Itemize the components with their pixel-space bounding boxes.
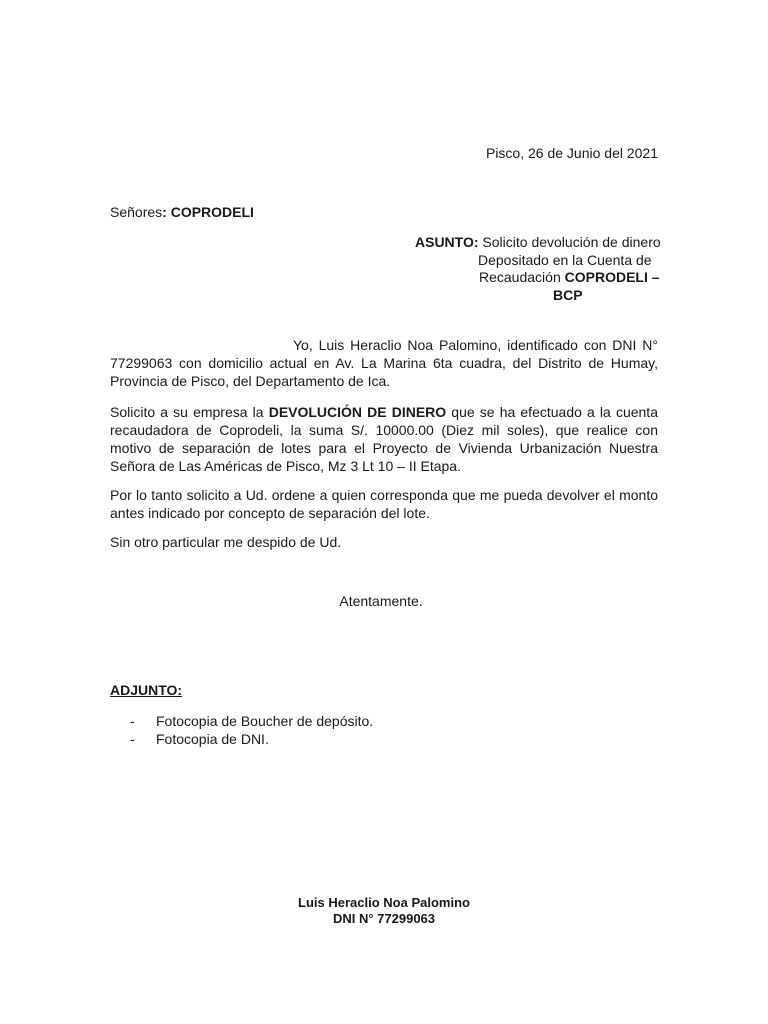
closing-salutation: Atentamente.: [339, 593, 423, 609]
p2-end: que se ha efectuado a la cuenta recaudadora de Coprodeli, la suma S/. 10000.00 (Diez mil soles), que realice con motivo de separación de lotes para el Proyecto de Vivienda Urbanización Nuestra Señora de Las Américas de Pisco, Mz 3 Lt 10 – II Etapa.: [110, 404, 658, 474]
signature-block: [0, 895, 768, 927]
attachment-item: [130, 730, 373, 748]
signature-name: Luis Heraclio Noa Palomino: [298, 895, 470, 910]
letter-date: Pisco, 26 de Junio del 2021: [485, 145, 658, 161]
subject-org: COPRODELI –: [564, 269, 660, 285]
attachments-title: ADJUNTO:: [110, 682, 183, 698]
recipient-line: [110, 204, 254, 221]
subject-line-2: Depositado en la Cuenta de: [478, 251, 652, 268]
attachment-text: Fotocopia de Boucher de depósito.: [156, 713, 374, 729]
attachment-item: [130, 712, 373, 730]
subject-line-4: BCP: [553, 286, 583, 303]
subject-line-3: [400, 269, 660, 287]
attachments-list: [130, 712, 373, 748]
body-paragraph-4: Sin otro particular me despido de Ud.: [110, 534, 342, 550]
subject-block: [400, 234, 660, 304]
body-paragraph-2: [110, 403, 658, 475]
recipient-name: COPRODELI: [166, 204, 254, 220]
subject-text-3: Recaudación: [479, 269, 565, 285]
recipient-colon: :: [162, 204, 167, 220]
recipient-prefix: Señores: [110, 204, 163, 220]
subject-text-1: Solicito devolución de dinero: [478, 234, 661, 250]
signature-dni: DNI N° 77299063: [332, 911, 436, 926]
attachment-text: Fotocopia de DNI.: [156, 731, 269, 747]
p2-highlight: DEVOLUCIÓN DE DINERO: [268, 404, 447, 420]
body-paragraph-1: Yo, Luis Heraclio Noa Palomino, identificado con DNI N° 77299063 con domicilio actual en Av. La Marina 6ta cuadra, del Distrito de Humay, Provincia de Pisco, del Departamento de Ica.: [110, 337, 658, 389]
attachment-bullet: -: [130, 713, 135, 729]
body-paragraph-3: Por lo tanto solicito a Ud. ordene a quien corresponda que me pueda devolver el monto antes indicado por concepto de separación del lote.: [110, 487, 658, 521]
subject-label: ASUNTO:: [415, 234, 479, 250]
p2-start: Solicito a su empresa la: [110, 404, 269, 420]
attachment-bullet: -: [130, 731, 135, 747]
subject-line-1: [400, 234, 660, 252]
